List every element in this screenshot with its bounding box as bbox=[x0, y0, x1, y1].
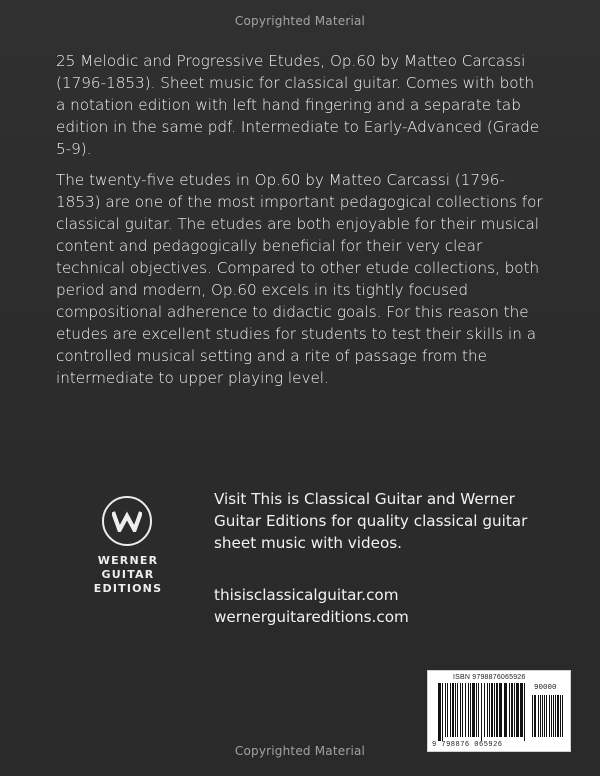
barcode-addon-icon bbox=[532, 695, 564, 741]
barcode-digits: 9 798876 065926 bbox=[432, 741, 503, 749]
barcode-icon bbox=[438, 683, 526, 741]
website-links bbox=[214, 584, 554, 628]
isbn-label: ISBN 9798876065926 bbox=[453, 674, 526, 681]
barcode-addon-number: 90000 bbox=[534, 684, 557, 692]
visit-text: Visit This is Classical Guitar and Werner Guitar Editions for quality classical guitar sheet music with videos. bbox=[214, 490, 528, 552]
description-paragraph-2: The twenty-five etudes in Op.60 by Matteo Carcassi (1796-1853) are one of the most important pedagogical collections for classical guitar. The etudes are both enjoyable for their musical content and pedagogically beneficial for their very clear technical objectives. Compared to other etude collections, both period and modern, Op.60 excels in its tightly focused compositional adherence to didactic goals. For this reason the etudes are excellent studies for students to test their skills in a controlled musical setting and a rite of passage from the intermediate to upper playing level. bbox=[56, 171, 543, 387]
logo-line-1: WERNER bbox=[97, 554, 159, 567]
isbn-barcode bbox=[427, 670, 571, 752]
description-paragraph-1: 25 Melodic and Progressive Etudes, Op.60 by Matteo Carcassi (1796-1853). Sheet music for classical guitar. Comes with both a notation edition with left hand fingering and a separate tab edition in the same pdf. Intermediate to Early-Advanced (Grade 5-9). bbox=[56, 52, 540, 158]
logo-line-2: GUITAR bbox=[101, 568, 155, 581]
w-monogram-icon bbox=[102, 496, 152, 546]
logo-line-3: EDITIONS bbox=[93, 582, 163, 595]
logo-wordmark bbox=[84, 554, 172, 596]
link-thisisclassicalguitar[interactable]: thisisclassicalguitar.com bbox=[214, 586, 399, 604]
watermark-top: Copyrighted Material bbox=[234, 14, 366, 28]
watermark-bottom: Copyrighted Material bbox=[234, 744, 366, 758]
werner-guitar-editions-logo bbox=[84, 496, 174, 608]
link-wernerguitareditions[interactable]: wernerguitareditions.com bbox=[214, 608, 409, 626]
